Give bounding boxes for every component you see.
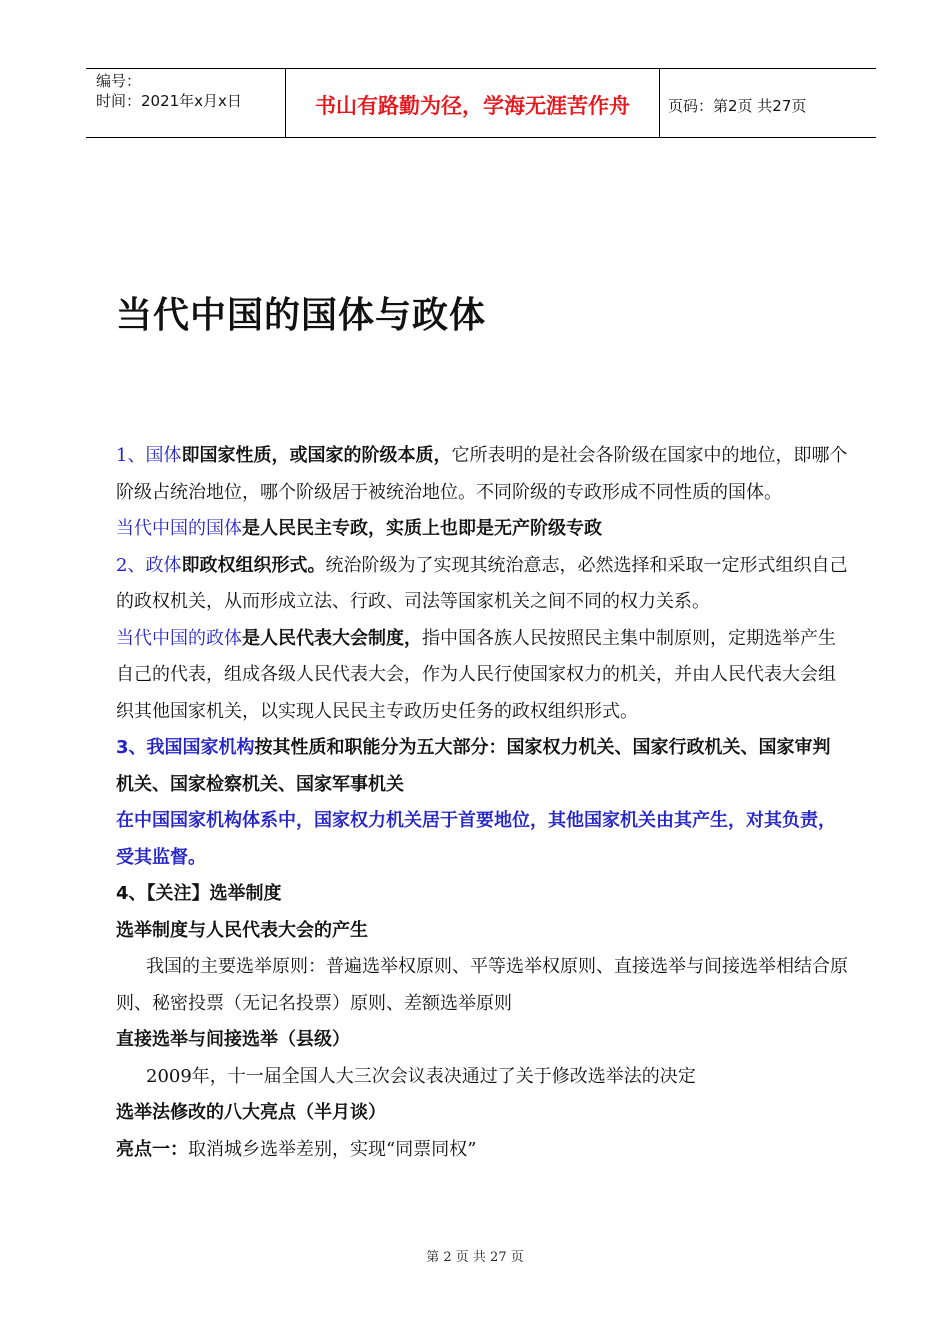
subheading-election-system: 选举制度与人民代表大会的产生 — [116, 919, 368, 941]
time-label: 时间：2021年x月x日 — [96, 92, 242, 110]
paragraph-highlight-1: 亮点一：取消城乡选举差别，实现“同票同权” — [116, 1138, 477, 1160]
document-title: 当代中国的国体与政体 — [116, 295, 487, 336]
term-zhengti: 2、政体 — [116, 554, 182, 576]
document-body — [116, 438, 848, 1168]
paragraph-4: 当代中国的政体是人民代表大会制度，指中国各族人民按照民主集中制原则，定期选举产生自己的代表，组成各级人民代表大会，作为人民行使国家权力的机关，并由人民代表大会组织其他国家机关，以实现人民民主专政历史任务的政权组织形式。 — [116, 627, 836, 722]
term-guoti: 1、国体 — [116, 445, 182, 466]
page-footer: 第 2 页 共 27 页 — [426, 1250, 524, 1265]
paragraph-5: 3、我国国家机构按其性质和职能分为五大部分：国家权力机关、国家行政机关、国家审判机关、国家检察机关、国家军事机关 — [116, 737, 831, 795]
paragraph-2: 当代中国的国体是人民民主专政，实质上也即是无产阶级专政 — [116, 518, 602, 539]
paragraph-6: 在中国国家机构体系中，国家权力机关居于首要地位，其他国家机关由其产生，对其负责，受其监督。 — [116, 810, 836, 868]
subheading-direct-indirect: 直接选举与间接选举（县级） — [116, 1029, 350, 1050]
paragraph-1: 1、国体即国家性质，或国家的阶级本质，它所表明的是社会各阶级在国家中的地位，即哪个阶级占统治地位，哪个阶级居于被统治地位。不同阶级的专政形成不同性质的国体。 — [116, 445, 848, 503]
header-motto: 书山有路勤为径，学海无涯苦作舟 — [286, 69, 660, 137]
paragraph-2009: 2009年，十一届全国人大三次会议表决通过了关于修改选举法的决定 — [146, 1065, 696, 1087]
number-label: 编号： — [96, 72, 142, 90]
paragraph-3: 2、政体即政权组织形式。统治阶级为了实现其统治意志，必然选择和采取一定形式组织自己的政权机关，从而形成立法、行政、司法等国家机关之间不同的权力关系。 — [116, 554, 848, 612]
header-page-info: 页码：第2页 共27页 — [668, 96, 807, 115]
header-meta-cell — [86, 69, 286, 137]
header-table — [86, 68, 876, 138]
paragraph-principles: 我国的主要选举原则：普遍选举权原则、平等选举权原则、直接选举与间接选举相结合原则、秘密投票（无记名投票）原则、差额选举原则 — [116, 956, 848, 1014]
subheading-highlights: 选举法修改的八大亮点（半月谈） — [116, 1102, 386, 1123]
section-heading-election: 4、【关注】选举制度 — [116, 883, 282, 904]
